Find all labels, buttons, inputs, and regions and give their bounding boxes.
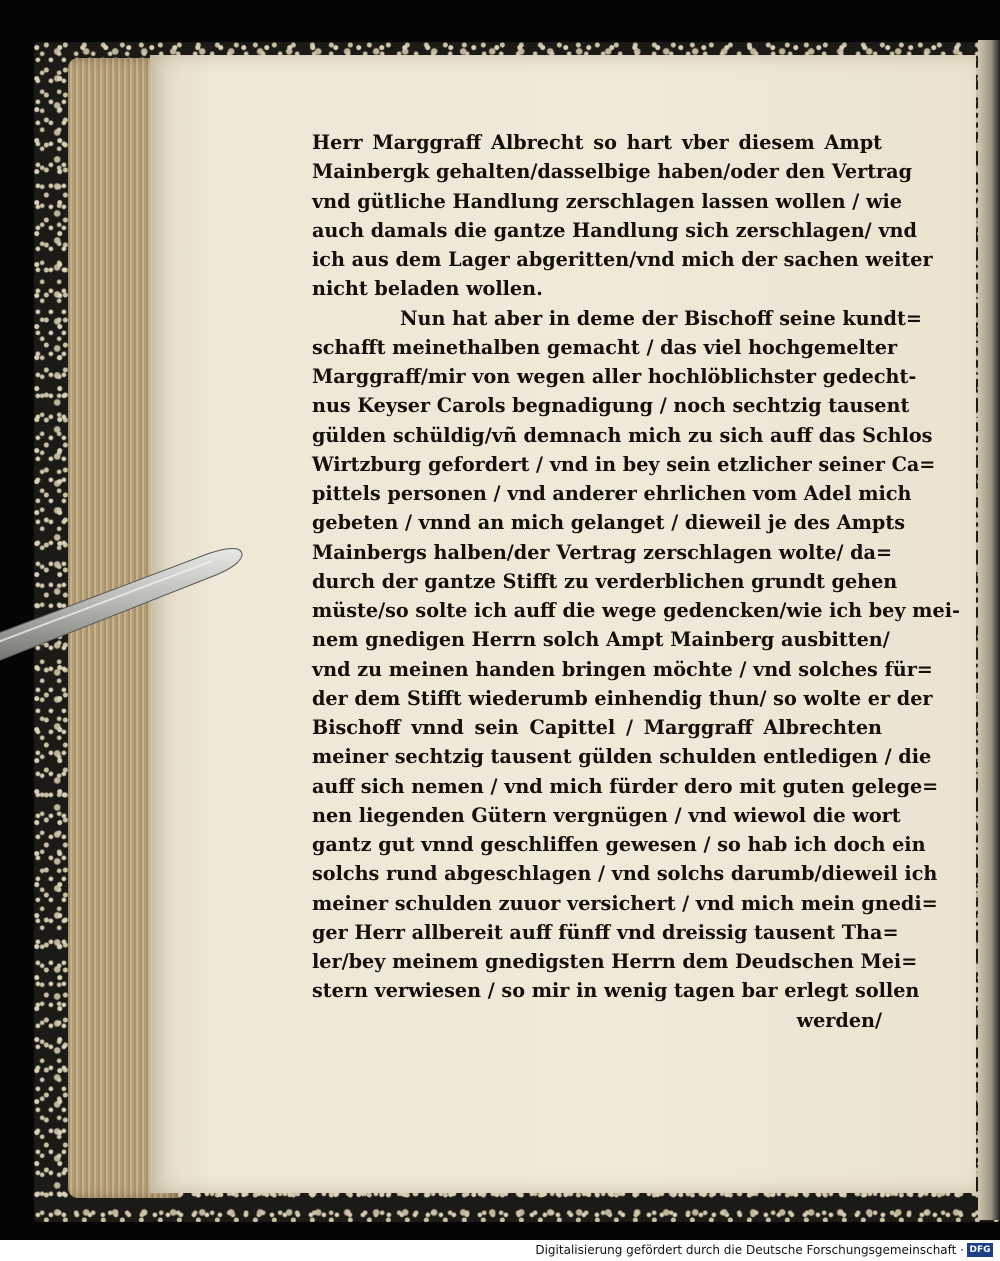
text-line: Bischoff vnnd sein Capittel / Marggraff Albrechten <box>312 716 882 739</box>
text-line: meiner schulden zuuor versichert / vnd mich mein gnedi= <box>312 891 938 915</box>
text-line: auch damals die gantze Handlung sich zerschlagen/ vnd <box>312 218 917 242</box>
text-line: der dem Stifft wiederumb einhendig thun/ so wolte er der <box>312 686 933 710</box>
text-line: gebeten / vnnd an mich gelanget / dieweil je des Ampts <box>312 511 906 535</box>
text-line: durch der gantze Stifft zu verderblichen grundt gehen <box>312 569 898 593</box>
text-line: nen liegenden Gütern vergnügen / vnd wiewol die wort <box>312 803 901 827</box>
facing-page-edge <box>978 40 1000 1220</box>
text-line: Mainbergk gehalten/dasselbige haben/oder den Vertrag <box>312 160 913 184</box>
text-line: müste/so solte ich auff die wege gedencken/wie ich bey mei- <box>312 599 960 622</box>
text-line: nicht beladen wollen. <box>312 277 543 301</box>
text-line: nem gnedigen Herrn solch Ampt Mainberg ausbitten/ <box>312 628 890 652</box>
text-line: gantz gut vnnd geschliffen gewesen / so hab ich doch ein <box>312 833 926 856</box>
text-line: stern verwiesen / so mir in wenig tagen bar erlegt sollen <box>312 979 920 1003</box>
text-line: solchs rund abgeschlagen / vnd solchs darumb/dieweil ich <box>312 862 938 886</box>
text-line: vnd gütliche Handlung zerschlagen lassen wollen / wie <box>312 189 902 213</box>
text-line: meiner sechtzig tausent gülden schulden entledigen / die <box>312 745 932 769</box>
dfg-logo: DFG <box>967 1243 993 1257</box>
text-line: vnd zu meinen handen bringen möchte / vnd solches für= <box>312 657 933 681</box>
text-line: Mainbergs halben/der Vertrag zerschlagen wolte/ da= <box>312 540 893 564</box>
footer-bar <box>0 1240 1000 1261</box>
text-line: Marggraff/mir von wegen aller hochlöblichster gedecht- <box>312 365 917 388</box>
text-line: gülden schüldig/vñ demnach mich zu sich auff das Schlos <box>312 423 933 447</box>
page-text-block <box>312 128 960 1035</box>
footer-credit: Digitalisierung gefördert durch die Deutsche Forschungsgemeinschaft · <box>535 1243 964 1257</box>
text-line: nus Keyser Carols begnadigung / noch sechtzig tausent <box>312 394 910 418</box>
text-line: ger Herr allbereit auff fünff vnd dreissig tausent Tha= <box>312 920 899 944</box>
text-line: pittels personen / vnd anderer ehrlichen vom Adel mich <box>312 482 912 505</box>
text-line: Nun hat aber in deme der Bischoff seine kundt= <box>400 306 922 330</box>
text-line: auff sich nemen / vnd mich fürder dero mit guten gelege= <box>312 774 939 798</box>
page-holder-blade <box>0 545 270 665</box>
text-line: Herr Marggraff Albrecht so hart vber diesem Ampt <box>312 131 882 154</box>
text-line: schafft meinethalben gemacht / das viel hochgemelter <box>312 335 898 359</box>
catchword: werden/ <box>796 1008 882 1032</box>
text-line: Wirtzburg gefordert / vnd in bey sein etzlicher seiner Ca= <box>312 452 936 476</box>
text-line: ich aus dem Lager abgeritten/vnd mich der sachen weiter <box>312 248 933 271</box>
text-line: ler/bey meinem gnedigsten Herrn dem Deudschen Mei= <box>312 950 918 973</box>
